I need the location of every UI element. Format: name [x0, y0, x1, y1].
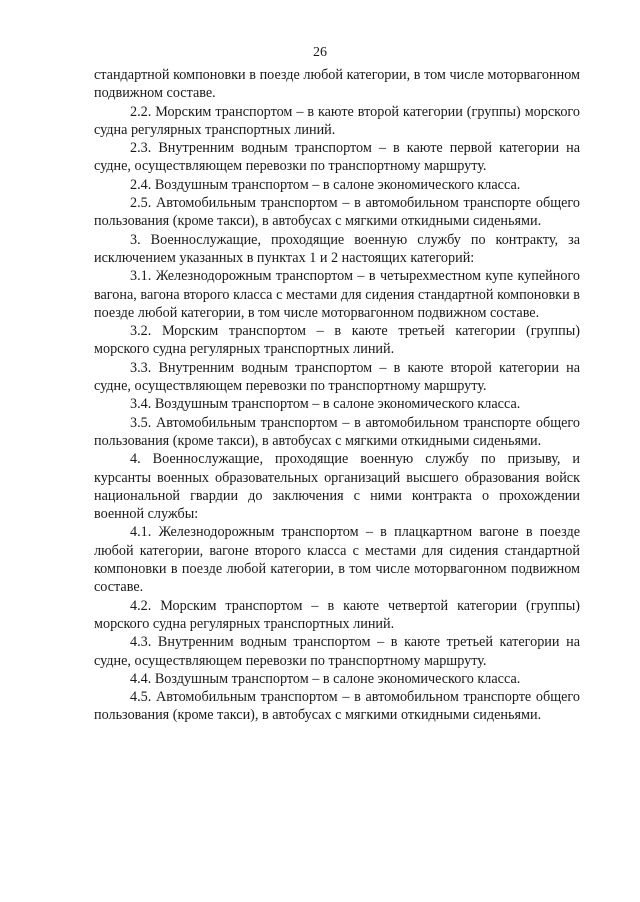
paragraph-4-5: 4.5. Автомобильным транспортом – в автомобильном транспорте общего пользования (кроме такси), в автобусах с мягкими откидными сиденьями. — [94, 689, 580, 724]
paragraph-3-3: 3.3. Внутренним водным транспортом – в каюте второй категории на судне, осуществляющем перевозки по транспортному маршруту. — [94, 359, 580, 395]
paragraph-3-4: 3.4. Воздушным транспортом – в салоне экономического класса. — [130, 396, 521, 413]
paragraph-2-3: 2.3. Внутренним водным транспортом – в каюте первой категории на судне, осуществляющем перевозки по транспортному маршруту. — [94, 140, 580, 175]
paragraph-4-4: 4.4. Воздушным транспортом – в салоне экономического класса. — [130, 670, 521, 687]
paragraph-3-5: 3.5. Автомобильным транспортом – в автомобильном транспорте общего пользования (кроме такси), в автобусах с мягкими откидными сиденьями. — [94, 414, 580, 449]
paragraph-3-2: 3.2. Морским транспортом – в каюте третьей категории (группы) морского судна регулярных транспортных линий. — [94, 323, 580, 358]
paragraph-4-3: 4.3. Внутренним водным транспортом – в каюте третьей категории на судне, осуществляющем перевозки по транспортному маршруту. — [94, 634, 580, 669]
paragraph-4-2: 4.2. Морским транспортом – в каюте четвертой категории (группы) морского судна регулярных транспортных линий. — [94, 597, 580, 632]
paragraph-2-4: 2.4. Воздушным транспортом – в салоне экономического класса. — [130, 176, 521, 193]
document-body — [94, 66, 580, 725]
paragraph-4: 4. Военнослужащие, проходящие военную службу по призыву, и курсанты военных образовательных организаций высшего образования войск национальной гвардии до заключения с ними контракта о прохождении военной службы: — [94, 451, 580, 523]
paragraph-3-1: 3.1. Железнодорожным транспортом – в четырехместном купе купейного вагона, вагона второго класса с местами для сидения стандартной компоновки в поезде любой категории, в том числе моторвагонном подвижном составе. — [94, 268, 580, 321]
paragraph-3: 3. Военнослужащие, проходящие военную службу по контракту, за исключением указанных в пунктах 1 и 2 настоящих категорий: — [94, 231, 580, 266]
paragraph-continuation: стандартной компоновки в поезде любой категории, в том числе моторвагонном подвижном составе. — [94, 67, 580, 102]
paragraph-2-5: 2.5. Автомобильным транспортом – в автомобильном транспорте общего пользования (кроме такси), в автобусах с мягкими откидными сиденьями. — [94, 195, 580, 230]
page-number: 26 — [313, 45, 327, 60]
paragraph-2-2: 2.2. Морским транспортом – в каюте второй категории (группы) морского судна регулярных транспортных линий. — [94, 103, 580, 138]
paragraph-4-1: 4.1. Железнодорожным транспортом – в плацкартном вагоне в поезде любой категории, вагоне второго класса с местами для сидения стандартной компоновки в поезде любой категории, в том числе моторвагонном подвижном составе. — [94, 524, 580, 596]
